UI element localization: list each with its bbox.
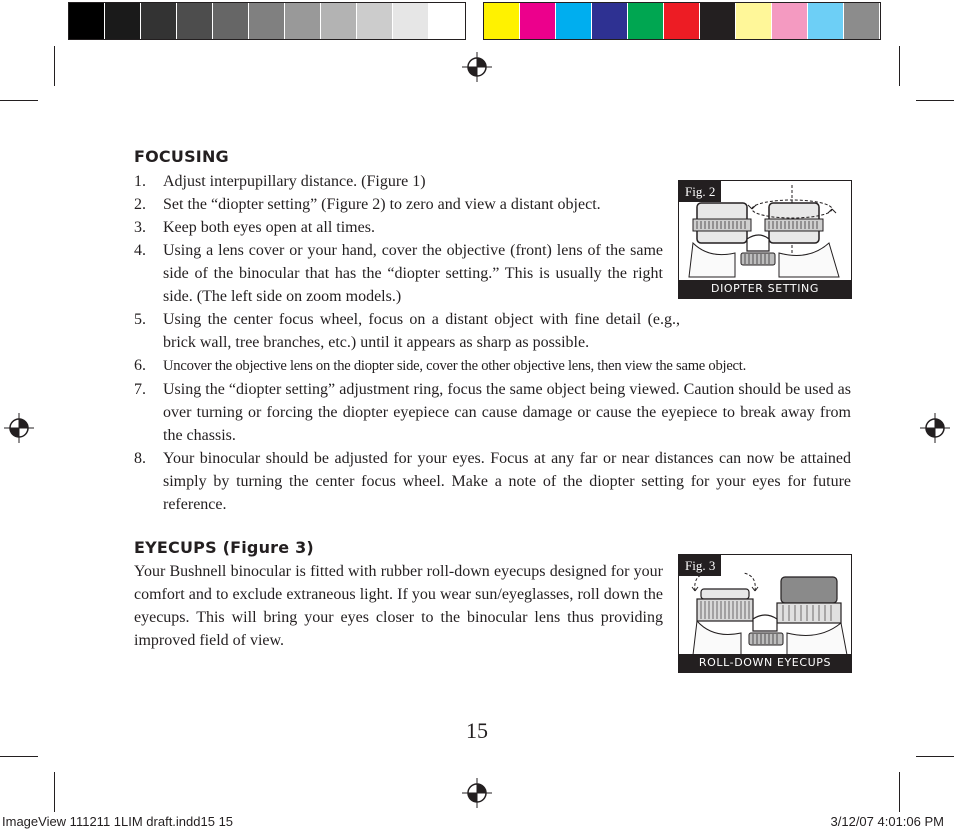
color-swatch xyxy=(808,3,844,39)
registration-mark-top xyxy=(462,52,492,82)
step-number: 3. xyxy=(134,219,146,236)
registration-mark-right xyxy=(920,413,950,443)
color-swatch xyxy=(69,3,105,39)
color-swatch xyxy=(105,3,141,39)
color-swatch xyxy=(628,3,664,39)
crop-mark-bottom-right-v xyxy=(899,772,900,812)
eyecups-paragraph: Your Bushnell binocular is fitted with rubber roll-down eyecups designed for your comfort and to exclude extraneous light. If you wear sun/eyeglasses, roll down the eyecups. This will bring your eyes closer to the binocular lens thus providing improved field of view. xyxy=(134,563,663,649)
figure-2-diopter-setting xyxy=(678,180,852,299)
focusing-heading: FOCUSING xyxy=(134,147,229,166)
color-swatch xyxy=(520,3,556,39)
step-item xyxy=(134,447,851,516)
color-swatch xyxy=(736,3,772,39)
color-swatch xyxy=(393,3,429,39)
color-swatch xyxy=(321,3,357,39)
color-swatch xyxy=(664,3,700,39)
step-number: 6. xyxy=(134,357,146,374)
step-text: Using the center focus wheel, focus on a distant object with fine detail (e.g., brick wall, tree branches, etc.) until it appears as sharp as possible. xyxy=(163,311,680,351)
color-swatch xyxy=(772,3,808,39)
crop-mark-bottom-left-v xyxy=(54,772,55,812)
color-swatch xyxy=(285,3,321,39)
crop-mark-bottom-right-h xyxy=(916,756,954,757)
step-item xyxy=(134,239,663,308)
figure-caption: ROLL-DOWN EYECUPS xyxy=(679,654,851,672)
figure-3-roll-down-eyecups xyxy=(678,554,852,673)
color-swatch xyxy=(484,3,520,39)
figure-label: Fig. 3 xyxy=(679,555,721,576)
color-swatch xyxy=(556,3,592,39)
crop-mark-top-left-v xyxy=(54,46,55,86)
color-swatch xyxy=(592,3,628,39)
step-text: Using a lens cover or your hand, cover the objective (front) lens of the same side of the binocular that has the “diopter setting.” This is usually the right side. (The left side on zoom models.) xyxy=(163,242,663,305)
step-text: Using the “diopter setting” adjustment ring, focus the same object being viewed. Caution should be used as over turning or forcing the diopter eyepiece can cause damage or cause the eyepiece to break away from the chassis. xyxy=(163,381,851,444)
eyecups-heading: EYECUPS (Figure 3) xyxy=(134,538,314,557)
step-text: Your binocular should be adjusted for your eyes. Focus at any far or near distances can now be attained simply by turning the center focus wheel. Make a note of the diopter setting for your eyes for future reference. xyxy=(163,450,851,513)
step-text: Keep both eyes open at all times. xyxy=(163,219,375,236)
step-text: Uncover the objective lens on the diopter side, cover the other objective lens, then view the same object. xyxy=(163,358,746,374)
color-swatch xyxy=(177,3,213,39)
step-number: 7. xyxy=(134,381,146,398)
figure-caption: DIOPTER SETTING xyxy=(679,280,851,298)
color-swatch xyxy=(213,3,249,39)
grayscale-color-bar xyxy=(68,2,466,40)
color-swatch xyxy=(141,3,177,39)
crop-mark-top-left-h xyxy=(0,100,38,101)
step-number: 5. xyxy=(134,311,146,328)
color-swatch xyxy=(357,3,393,39)
registration-mark-bottom xyxy=(462,778,492,808)
registration-mark-left xyxy=(4,413,34,443)
step-text: Adjust interpupillary distance. (Figure 1) xyxy=(163,173,426,190)
color-swatch xyxy=(844,3,880,39)
page-number: 15 xyxy=(466,718,488,743)
crop-mark-top-right-h xyxy=(916,100,954,101)
figure-label: Fig. 2 xyxy=(679,181,721,202)
process-color-bar xyxy=(483,2,881,40)
color-swatch xyxy=(429,3,465,39)
color-swatch xyxy=(249,3,285,39)
color-swatch xyxy=(700,3,736,39)
footer-timestamp: 3/12/07 4:01:06 PM xyxy=(830,814,944,829)
step-number: 4. xyxy=(134,242,146,259)
step-item xyxy=(134,378,851,447)
step-number: 1. xyxy=(134,173,146,190)
crop-mark-top-right-v xyxy=(899,46,900,86)
step-item xyxy=(134,354,851,378)
crop-mark-bottom-left-h xyxy=(0,756,38,757)
step-text: Set the “diopter setting” (Figure 2) to zero and view a distant object. xyxy=(163,196,601,213)
footer-file-info: ImageView 111211 1LIM draft.indd15 15 xyxy=(2,814,234,829)
step-item xyxy=(134,308,680,354)
step-number: 2. xyxy=(134,196,146,213)
step-number: 8. xyxy=(134,450,146,467)
